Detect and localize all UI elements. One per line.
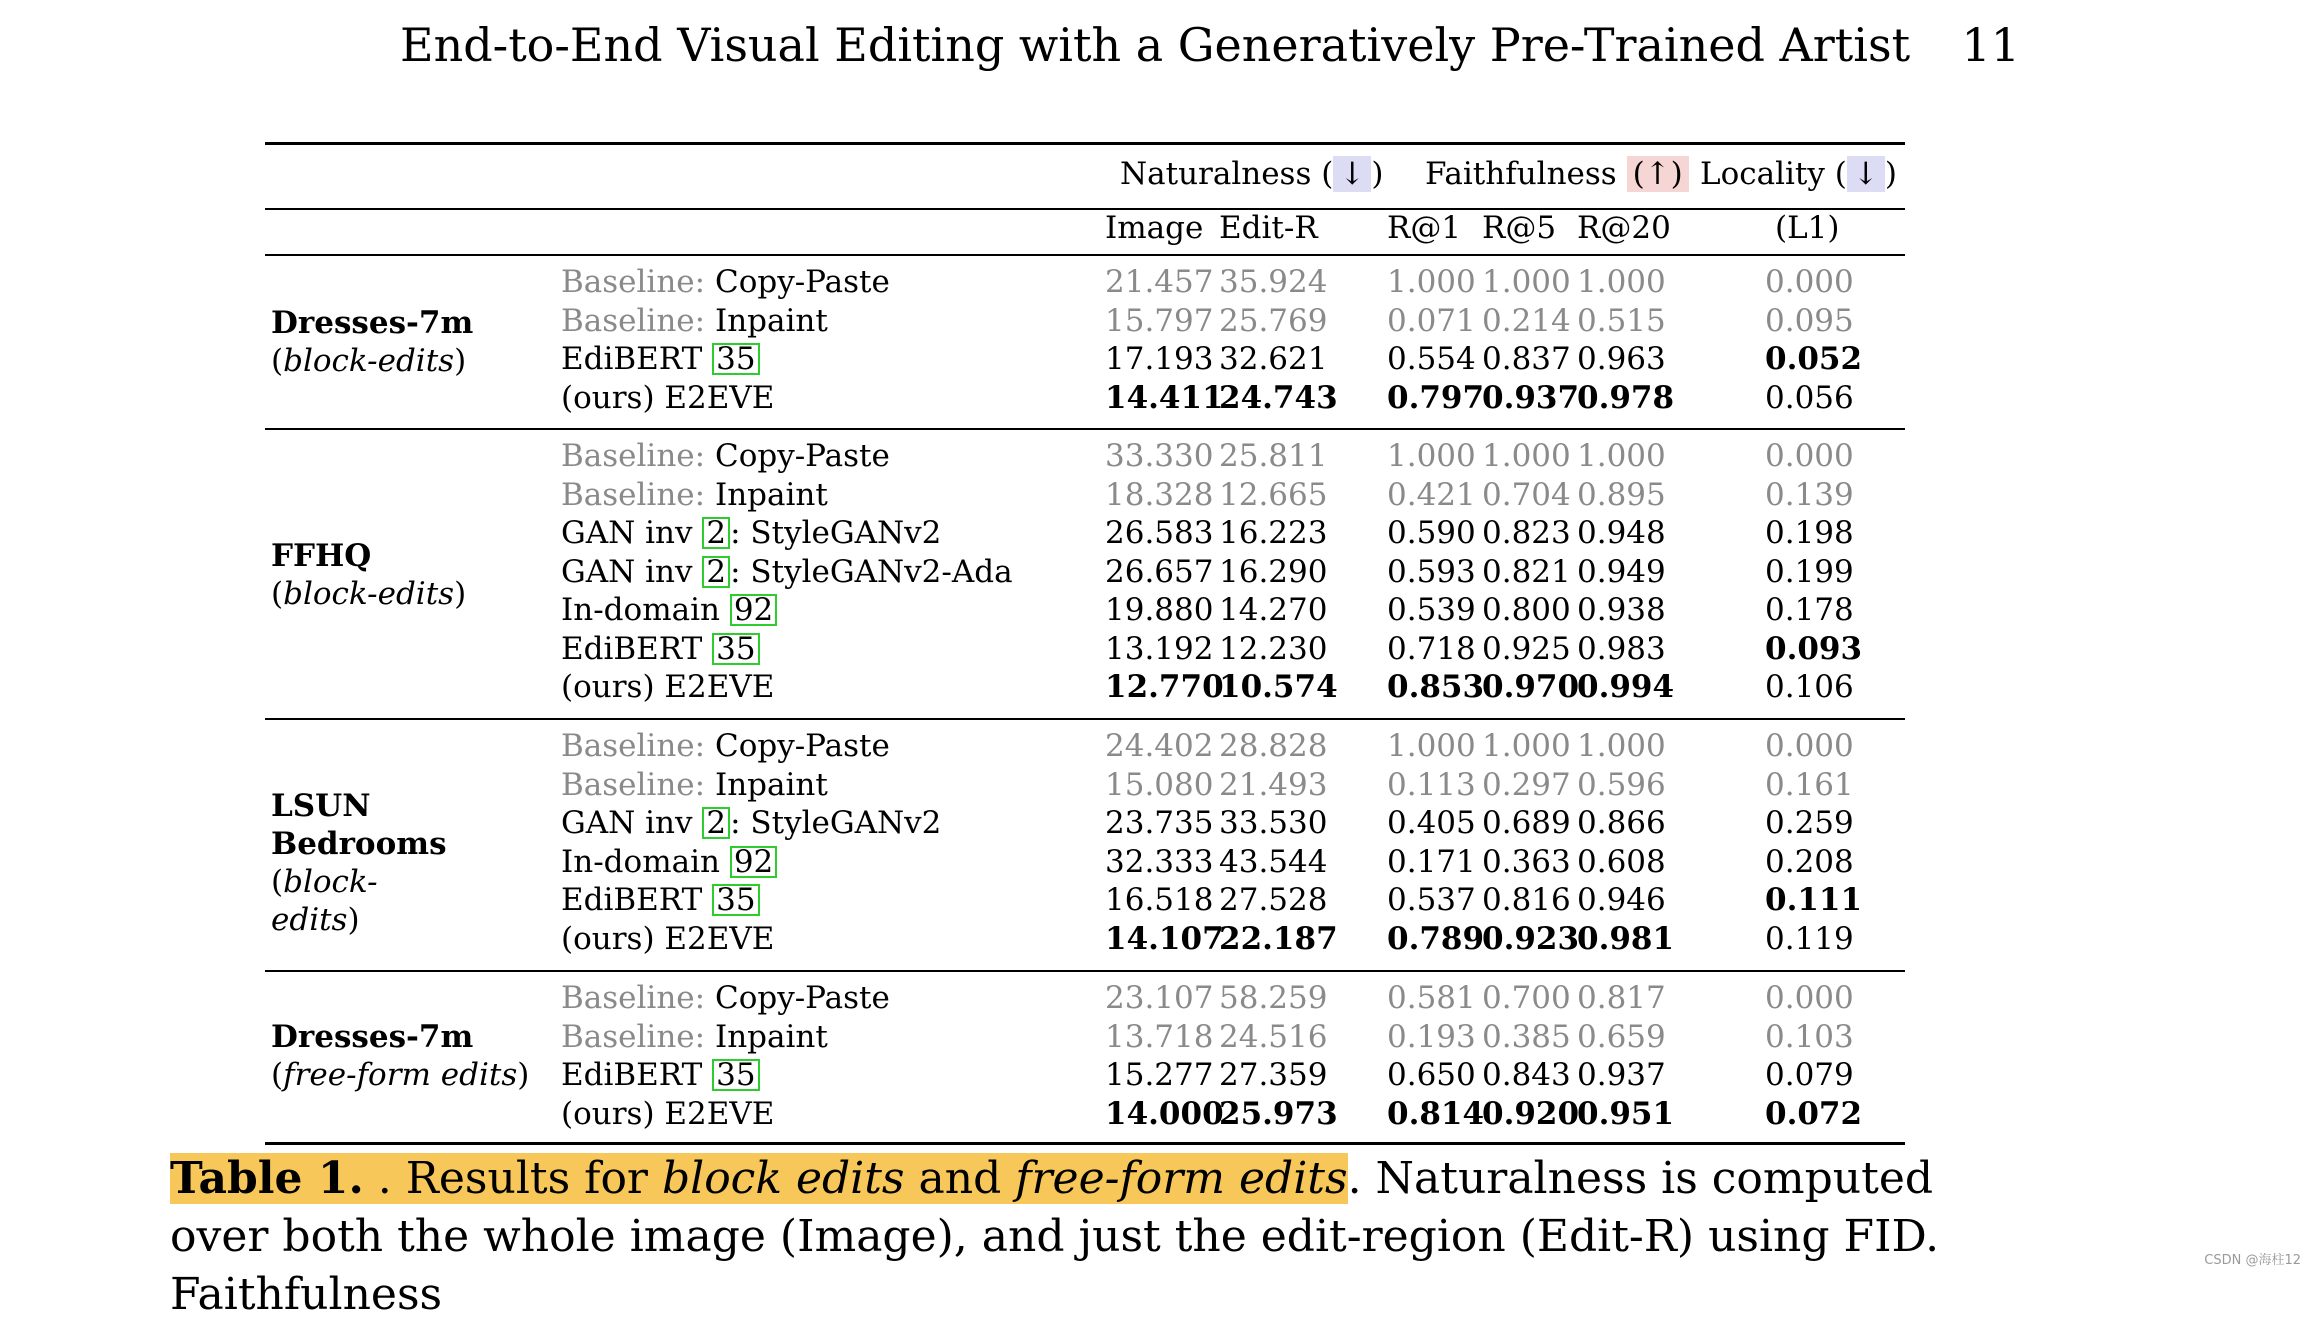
method-prefix: Baseline: xyxy=(561,476,715,513)
header-faithfulness xyxy=(1425,156,1689,192)
method-prefix: Baseline: xyxy=(561,766,715,803)
value-r1: 0.554 xyxy=(1387,341,1476,377)
table-row xyxy=(265,303,1905,341)
method-prefix: Baseline: xyxy=(561,264,715,300)
value-r1: 0.590 xyxy=(1387,515,1476,551)
table-row xyxy=(265,438,1905,476)
value-image: 15.797 xyxy=(1105,302,1214,339)
value-l1: 0.178 xyxy=(1765,592,1854,628)
running-head xyxy=(400,18,2020,74)
citation-link[interactable]: 35 xyxy=(712,633,759,665)
method-cell xyxy=(561,1019,828,1055)
value-r20: 0.951 xyxy=(1577,1095,1675,1132)
method-name: EdiBERT xyxy=(561,1057,713,1093)
page-number: 11 xyxy=(1961,18,2020,72)
value-l1: 0.079 xyxy=(1765,1057,1854,1093)
group-name: Dresses-7m xyxy=(271,1019,474,1055)
value-r20: 0.659 xyxy=(1577,1018,1666,1055)
group-rule xyxy=(265,718,1905,720)
method-name: Copy-Paste xyxy=(714,438,890,474)
up-arrow-icon: (↑) xyxy=(1627,156,1689,192)
value-l1: 0.119 xyxy=(1765,920,1854,957)
value-r5: 0.700 xyxy=(1482,980,1571,1016)
value-image: 14.411 xyxy=(1105,379,1224,416)
value-l1: 0.095 xyxy=(1765,302,1854,339)
value-r1: 0.718 xyxy=(1387,630,1476,667)
method-cell xyxy=(561,669,774,705)
header-naturalness xyxy=(1120,156,1383,192)
value-r20: 0.937 xyxy=(1577,1057,1666,1093)
group-name: FFHQ xyxy=(271,538,372,574)
table-row xyxy=(265,980,1905,1018)
value-edit-r: 16.290 xyxy=(1219,553,1328,590)
caption-em-2: free-form edits xyxy=(1015,1153,1348,1204)
table-row xyxy=(265,921,1905,959)
method-cell xyxy=(561,303,828,339)
caption-label-dot: . xyxy=(363,1153,406,1204)
citation-link[interactable]: 92 xyxy=(730,594,777,626)
value-image: 17.193 xyxy=(1105,341,1214,377)
value-r5: 0.823 xyxy=(1482,515,1571,551)
bottom-rule xyxy=(265,1142,1905,1145)
subheader-l1: (L1) xyxy=(1775,210,1840,246)
group-name: Dresses-7m xyxy=(271,305,474,341)
value-r1: 0.814 xyxy=(1387,1095,1485,1132)
method-name: (ours) E2EVE xyxy=(561,379,775,416)
citation-link[interactable]: 35 xyxy=(712,1059,759,1091)
value-r20: 1.000 xyxy=(1577,728,1666,764)
value-r1: 0.421 xyxy=(1387,476,1476,513)
value-r20: 0.608 xyxy=(1577,843,1666,880)
value-r5: 0.297 xyxy=(1482,766,1571,803)
method-cell xyxy=(561,1057,760,1093)
value-image: 16.518 xyxy=(1105,882,1214,918)
method-prefix: Baseline: xyxy=(561,438,715,474)
value-r20: 0.983 xyxy=(1577,630,1666,667)
value-image: 26.657 xyxy=(1105,553,1214,590)
citation-link[interactable]: 35 xyxy=(712,343,759,375)
subheader-image: Image xyxy=(1105,210,1204,246)
value-r5: 0.704 xyxy=(1482,476,1571,513)
value-r5: 0.214 xyxy=(1482,302,1571,339)
subheader-r20: R@20 xyxy=(1577,210,1671,246)
method-prefix: Baseline: xyxy=(561,1018,715,1055)
value-r1: 1.000 xyxy=(1387,264,1476,300)
value-l1: 0.000 xyxy=(1765,728,1854,764)
value-r20: 0.817 xyxy=(1577,980,1666,1016)
value-image: 23.107 xyxy=(1105,980,1214,1016)
value-r1: 0.193 xyxy=(1387,1018,1476,1055)
value-r20: 0.946 xyxy=(1577,882,1666,918)
method-cell xyxy=(561,341,760,377)
table-caption xyxy=(170,1150,2020,1324)
value-l1: 0.259 xyxy=(1765,805,1854,841)
value-image: 14.000 xyxy=(1105,1095,1224,1132)
method-cell xyxy=(561,592,777,628)
value-edit-r: 32.621 xyxy=(1219,341,1328,377)
table-row xyxy=(265,1057,1905,1095)
table-row xyxy=(265,592,1905,630)
value-r1: 0.537 xyxy=(1387,882,1476,918)
method-cell xyxy=(561,1096,774,1132)
citation-link[interactable]: 2 xyxy=(702,517,730,549)
method-name: In-domain xyxy=(561,592,730,628)
method-name: GAN inv xyxy=(561,805,703,841)
value-r20: 0.963 xyxy=(1577,341,1666,377)
value-r5: 0.937 xyxy=(1482,379,1580,416)
table-row xyxy=(265,341,1905,379)
table-row xyxy=(265,477,1905,515)
value-image: 15.080 xyxy=(1105,766,1214,803)
value-r5: 0.689 xyxy=(1482,805,1571,841)
value-edit-r: 12.665 xyxy=(1219,476,1328,513)
method-prefix: Baseline: xyxy=(561,980,715,1016)
value-r5: 0.363 xyxy=(1482,843,1571,880)
value-edit-r: 10.574 xyxy=(1219,669,1338,705)
value-image: 26.583 xyxy=(1105,515,1214,551)
value-l1: 0.103 xyxy=(1765,1018,1854,1055)
value-l1: 0.056 xyxy=(1765,379,1854,416)
value-edit-r: 27.528 xyxy=(1219,882,1328,918)
value-r20: 0.866 xyxy=(1577,805,1666,841)
value-edit-r: 12.230 xyxy=(1219,630,1328,667)
table-row xyxy=(265,669,1905,707)
value-edit-r: 33.530 xyxy=(1219,805,1328,841)
value-l1: 0.000 xyxy=(1765,264,1854,300)
subheader-rule xyxy=(265,254,1905,256)
running-title: End-to-End Visual Editing with a Generatively Pre-Trained Artist xyxy=(400,18,1911,72)
value-l1: 0.000 xyxy=(1765,438,1854,474)
value-edit-r: 25.769 xyxy=(1219,302,1328,339)
value-r20: 0.895 xyxy=(1577,476,1666,513)
down-arrow-icon: ↓ xyxy=(1333,156,1371,192)
method-prefix: Baseline: xyxy=(561,728,715,764)
caption-text-2: and xyxy=(904,1153,1016,1204)
value-edit-r: 22.187 xyxy=(1219,920,1338,957)
value-r5: 0.821 xyxy=(1482,553,1571,590)
value-l1: 0.111 xyxy=(1765,882,1863,918)
value-image: 12.770 xyxy=(1105,669,1224,705)
value-edit-r: 24.516 xyxy=(1219,1018,1328,1055)
group-kind: (block-edits) xyxy=(271,343,467,379)
caption-label: Table 1. xyxy=(170,1153,364,1204)
value-l1: 0.139 xyxy=(1765,476,1854,513)
method-cell xyxy=(561,805,941,841)
table-row xyxy=(265,844,1905,882)
value-r1: 0.853 xyxy=(1387,669,1485,705)
value-l1: 0.093 xyxy=(1765,630,1863,667)
header-locality xyxy=(1700,156,1897,192)
method-suffix: : StyleGANv2 xyxy=(730,515,942,551)
value-edit-r: 58.259 xyxy=(1219,980,1328,1016)
value-l1: 0.208 xyxy=(1765,843,1854,880)
value-r20: 0.596 xyxy=(1577,766,1666,803)
watermark: CSDN @海柱12 xyxy=(2204,1253,2301,1268)
method-suffix: : StyleGANv2 xyxy=(730,805,942,841)
header-faithfulness-label: Faithfulness xyxy=(1425,156,1617,192)
method-cell xyxy=(561,767,828,803)
value-r20: 0.994 xyxy=(1577,669,1675,705)
value-r1: 0.071 xyxy=(1387,302,1476,339)
value-image: 32.333 xyxy=(1105,843,1214,880)
method-cell xyxy=(561,728,890,764)
group-kind-text: block-edits xyxy=(283,343,455,379)
value-r20: 0.949 xyxy=(1577,553,1666,590)
method-name: GAN inv xyxy=(561,515,703,551)
citation-link[interactable]: 2 xyxy=(702,807,730,839)
value-image: 13.192 xyxy=(1105,630,1214,667)
value-edit-r: 25.973 xyxy=(1219,1095,1338,1132)
header-close-paren: ) xyxy=(1884,156,1897,192)
method-cell xyxy=(561,264,890,300)
method-cell xyxy=(561,980,890,1016)
caption-em-1: block edits xyxy=(661,1153,905,1204)
value-r1: 0.650 xyxy=(1387,1057,1476,1093)
value-r1: 0.797 xyxy=(1387,379,1485,416)
group-kind-text: block-edits xyxy=(283,576,455,612)
value-image: 19.880 xyxy=(1105,592,1214,628)
method-cell xyxy=(561,631,760,667)
value-image: 18.328 xyxy=(1105,476,1214,513)
value-r1: 0.539 xyxy=(1387,592,1476,628)
table-row xyxy=(265,554,1905,592)
method-name: Inpaint xyxy=(714,476,828,513)
table-row xyxy=(265,805,1905,843)
table-row xyxy=(265,767,1905,805)
value-r20: 0.515 xyxy=(1577,302,1666,339)
subheader-edit-r: Edit-R xyxy=(1219,210,1318,246)
method-name: EdiBERT xyxy=(561,630,713,667)
value-r1: 0.789 xyxy=(1387,920,1485,957)
value-r1: 0.405 xyxy=(1387,805,1476,841)
group-kind: (block-edits) xyxy=(271,576,467,612)
header-locality-label: Locality ( xyxy=(1700,156,1847,192)
value-edit-r: 27.359 xyxy=(1219,1057,1328,1093)
value-edit-r: 25.811 xyxy=(1219,438,1328,474)
group-name: LSUN Bedrooms xyxy=(271,788,447,862)
value-l1: 0.106 xyxy=(1765,669,1854,705)
table-row xyxy=(265,515,1905,553)
value-image: 13.718 xyxy=(1105,1018,1214,1055)
caption-highlight xyxy=(170,1153,1348,1204)
value-edit-r: 43.544 xyxy=(1219,843,1328,880)
value-r1: 1.000 xyxy=(1387,728,1476,764)
value-r20: 0.938 xyxy=(1577,592,1666,628)
method-name: EdiBERT xyxy=(561,341,713,377)
method-name: (ours) E2EVE xyxy=(561,1095,775,1132)
group-kind-text: free-form edits xyxy=(283,1057,518,1093)
value-r1: 0.171 xyxy=(1387,843,1476,880)
top-rule xyxy=(265,142,1905,145)
value-edit-r: 24.743 xyxy=(1219,379,1338,416)
method-name: EdiBERT xyxy=(561,882,713,918)
value-r5: 0.923 xyxy=(1482,920,1580,957)
header-close-paren: ) xyxy=(1371,156,1384,192)
value-l1: 0.000 xyxy=(1765,980,1854,1016)
method-name: Copy-Paste xyxy=(714,728,890,764)
value-r1: 0.593 xyxy=(1387,553,1476,590)
table-row xyxy=(265,882,1905,920)
method-name: (ours) E2EVE xyxy=(561,920,775,957)
value-r20: 0.948 xyxy=(1577,515,1666,551)
method-prefix: Baseline: xyxy=(561,302,715,339)
table-row xyxy=(265,264,1905,302)
method-cell xyxy=(561,921,774,957)
value-image: 23.735 xyxy=(1105,805,1214,841)
table-row xyxy=(265,1096,1905,1134)
value-r5: 0.843 xyxy=(1482,1057,1571,1093)
value-r5: 0.925 xyxy=(1482,630,1571,667)
method-suffix: : StyleGANv2-Ada xyxy=(730,553,1013,590)
down-arrow-icon: ↓ xyxy=(1847,156,1885,192)
method-name: Inpaint xyxy=(714,302,828,339)
table-row xyxy=(265,380,1905,418)
value-l1: 0.199 xyxy=(1765,553,1854,590)
value-image: 15.277 xyxy=(1105,1057,1214,1093)
value-r1: 1.000 xyxy=(1387,438,1476,474)
method-cell xyxy=(561,515,941,551)
method-cell xyxy=(561,438,890,474)
table-row xyxy=(265,1019,1905,1057)
method-cell xyxy=(561,882,760,918)
group-kind-text: block-edits xyxy=(271,864,378,938)
method-name: GAN inv xyxy=(561,553,703,590)
value-r1: 0.113 xyxy=(1387,766,1476,803)
value-r5: 0.385 xyxy=(1482,1018,1571,1055)
citation-link[interactable]: 35 xyxy=(712,884,759,916)
caption-text-3: . Naturalness is computed over both the whole image (Image), and just the edit-region (Edit-R) using FID. Faithfulness xyxy=(170,1153,1940,1320)
value-r20: 1.000 xyxy=(1577,438,1666,474)
group-rule xyxy=(265,970,1905,972)
group-kind: (block-edits) xyxy=(271,864,378,938)
value-r5: 0.800 xyxy=(1482,592,1571,628)
value-edit-r: 35.924 xyxy=(1219,264,1328,300)
value-l1: 0.161 xyxy=(1765,766,1854,803)
subheader-r1: R@1 xyxy=(1387,210,1462,246)
value-image: 21.457 xyxy=(1105,264,1214,300)
value-r1: 0.581 xyxy=(1387,980,1476,1016)
value-r5: 1.000 xyxy=(1482,264,1571,300)
value-l1: 0.198 xyxy=(1765,515,1854,551)
method-name: Copy-Paste xyxy=(714,980,890,1016)
value-r5: 0.970 xyxy=(1482,669,1580,705)
value-r20: 0.978 xyxy=(1577,379,1675,416)
method-name: Inpaint xyxy=(714,766,828,803)
group-kind: (free-form edits) xyxy=(271,1057,530,1093)
value-r20: 0.981 xyxy=(1577,920,1675,957)
method-cell xyxy=(561,477,828,513)
method-cell xyxy=(561,844,777,880)
method-cell xyxy=(561,380,774,416)
value-image: 24.402 xyxy=(1105,728,1214,764)
table-row xyxy=(265,728,1905,766)
value-r5: 1.000 xyxy=(1482,728,1571,764)
table-row xyxy=(265,631,1905,669)
value-r5: 0.920 xyxy=(1482,1095,1580,1132)
subheader-r5: R@5 xyxy=(1482,210,1557,246)
value-l1: 0.072 xyxy=(1765,1095,1863,1132)
value-edit-r: 21.493 xyxy=(1219,766,1328,803)
method-name: Copy-Paste xyxy=(714,264,890,300)
caption-text-1: Results for xyxy=(405,1153,662,1204)
value-image: 33.330 xyxy=(1105,438,1214,474)
value-image: 14.107 xyxy=(1105,920,1224,957)
method-name: In-domain xyxy=(561,843,730,880)
value-l1: 0.052 xyxy=(1765,341,1863,377)
value-edit-r: 28.828 xyxy=(1219,728,1328,764)
value-r5: 1.000 xyxy=(1482,438,1571,474)
value-r5: 0.837 xyxy=(1482,341,1571,377)
header-naturalness-label: Naturalness ( xyxy=(1120,156,1334,192)
value-edit-r: 14.270 xyxy=(1219,592,1328,628)
method-name: (ours) E2EVE xyxy=(561,669,775,705)
value-r20: 1.000 xyxy=(1577,264,1666,300)
value-r5: 0.816 xyxy=(1482,882,1571,918)
citation-link[interactable]: 92 xyxy=(730,846,777,878)
value-edit-r: 16.223 xyxy=(1219,515,1328,551)
citation-link[interactable]: 2 xyxy=(702,556,730,588)
method-name: Inpaint xyxy=(714,1018,828,1055)
method-cell xyxy=(561,554,1013,590)
group-rule xyxy=(265,428,1905,430)
